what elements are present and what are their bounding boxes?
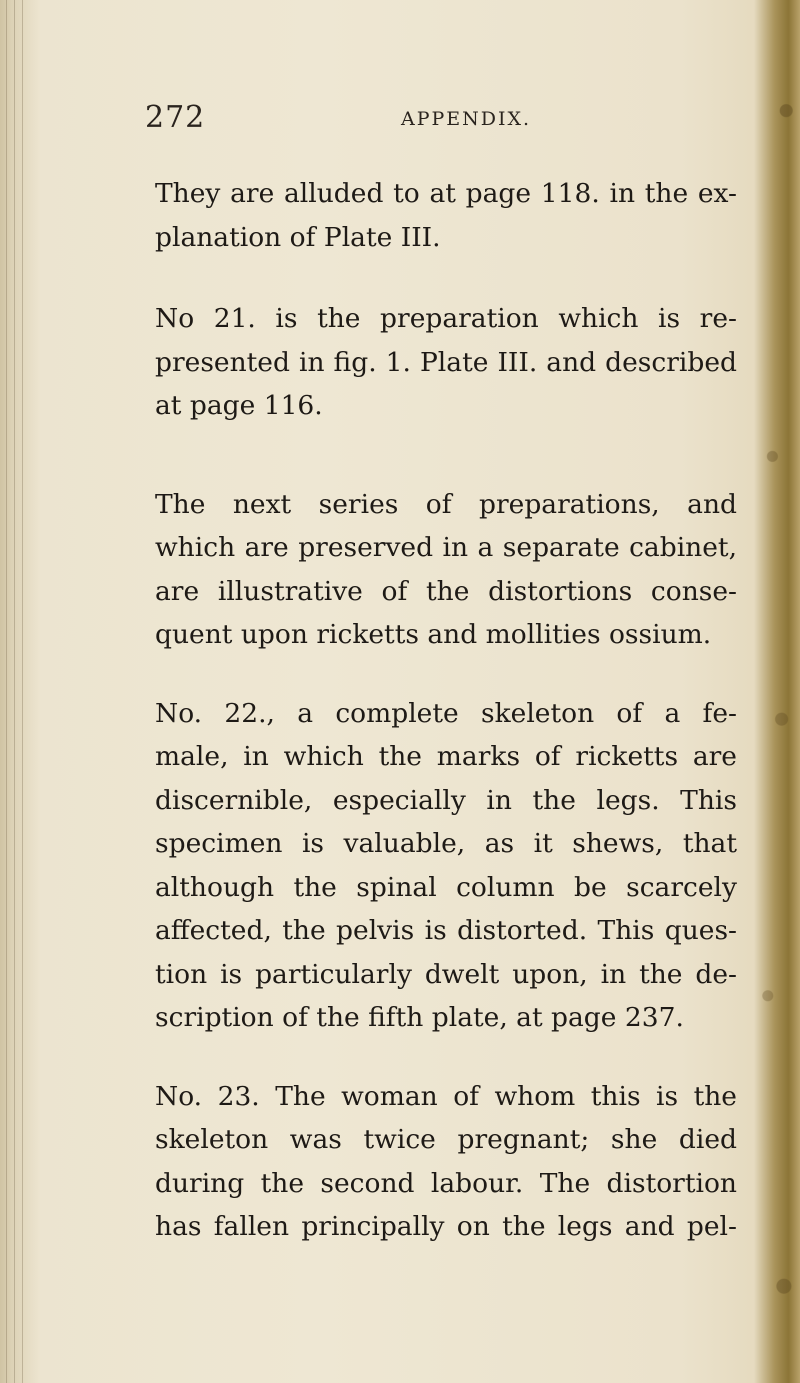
paragraph: [155, 297, 737, 428]
page-foxing: [754, 0, 800, 1383]
text-line: specimen is valuable, as it shews, that: [155, 828, 737, 859]
body-text: [155, 172, 737, 1249]
text-line: which are preserved in a separate cabinet,: [155, 532, 737, 563]
paragraph: [155, 1075, 737, 1249]
text-line: quent upon ricketts and mollities ossium.: [155, 619, 712, 650]
text-line: at page 116.: [155, 390, 323, 421]
text-line: skeleton was twice pregnant; she died: [155, 1124, 737, 1155]
gutter-line: [6, 0, 7, 1383]
text-line: presented in fig. 1. Plate III. and described: [155, 346, 737, 378]
text-line: has fallen principally on the legs and pel-: [155, 1211, 737, 1242]
text-line: discernible, especially in the legs. This: [155, 784, 737, 816]
text-line: scription of the fifth plate, at page 237.: [155, 1002, 684, 1033]
page-header: [145, 100, 745, 140]
text-line: affected, the pelvis is distorted. This ques-: [155, 915, 737, 946]
text-line: No. 23. The woman of whom this is the: [155, 1080, 737, 1112]
text-line: No. 22., a complete skeleton of a fe-: [155, 697, 737, 729]
text-line: planation of Plate III.: [155, 221, 441, 253]
text-line: although the spinal column be scarcely: [155, 871, 737, 903]
gutter-line: [22, 0, 23, 1383]
paragraph: [155, 483, 737, 657]
page-number: 272: [145, 100, 206, 135]
running-head: APPENDIX.: [401, 108, 532, 130]
paragraph: [155, 692, 737, 1040]
paragraph: [155, 172, 737, 259]
text-line: The next series of preparations, and: [155, 488, 737, 520]
gutter-line: [14, 0, 15, 1383]
text-line: are illustrative of the distortions conse-: [155, 575, 737, 607]
text-line: tion is particularly dwelt upon, in the de-: [155, 958, 737, 990]
text-line: They are alluded to at page 118. in the ex-: [155, 178, 737, 209]
text-line: No 21. is the preparation which is re-: [155, 303, 737, 334]
text-line: male, in which the marks of ricketts are: [155, 741, 737, 772]
text-line: during the second labour. The distortion: [155, 1167, 737, 1199]
